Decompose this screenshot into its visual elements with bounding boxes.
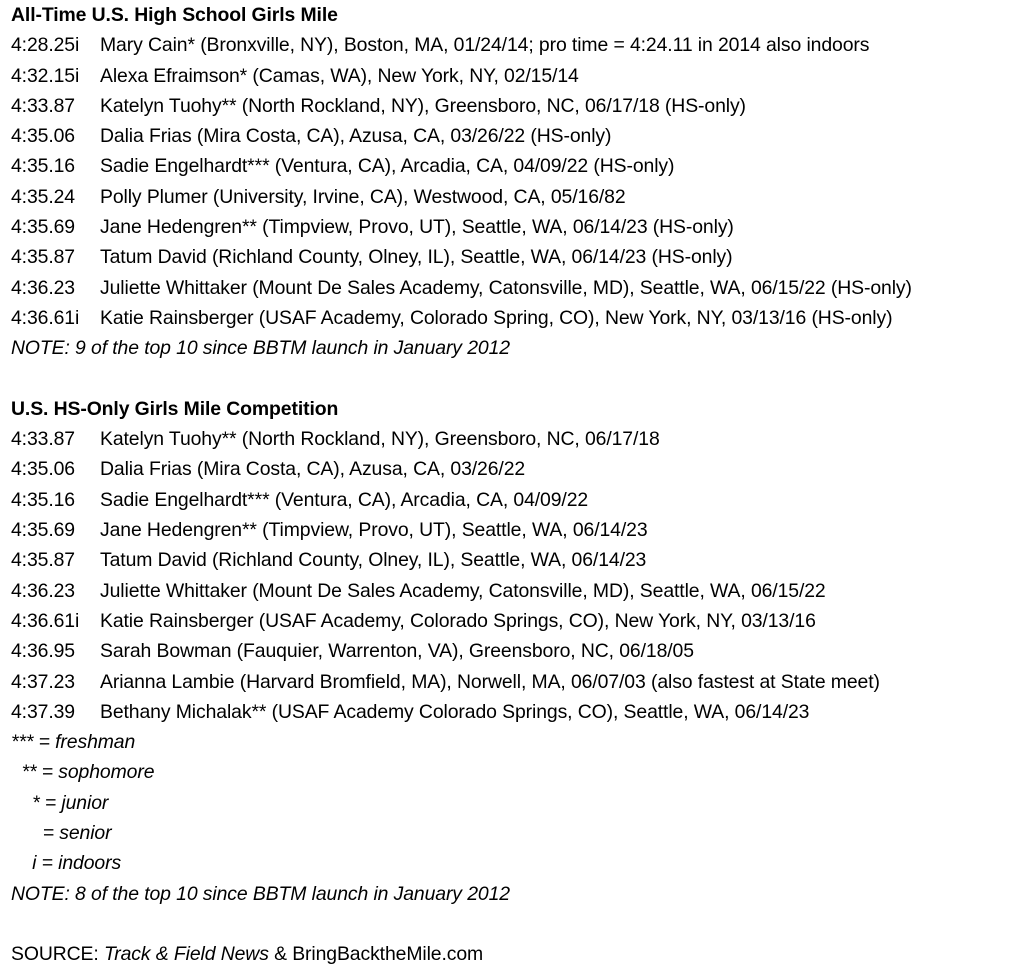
- hs-only-row: [11, 606, 1029, 636]
- mile-time: 4:35.06: [11, 458, 75, 481]
- all-time-row: [11, 182, 1029, 212]
- mile-time: 4:35.69: [11, 519, 75, 542]
- athlete-entry: Jane Hedengren** (Timpview, Provo, UT), Seattle, WA, 06/14/23 (HS-only): [100, 216, 734, 239]
- hs-only-row: [11, 667, 1029, 697]
- legend-meaning: = freshman: [33, 731, 136, 754]
- mile-time: 4:28.25i: [11, 34, 80, 57]
- athlete-entry: Tatum David (Richland County, Olney, IL), Seattle, WA, 06/14/23 (HS-only): [100, 246, 733, 269]
- all-time-row: [11, 61, 1029, 91]
- legend-item: [11, 848, 1029, 878]
- athlete-entry: Arianna Lambie (Harvard Bromfield, MA), Norwell, MA, 06/07/03 (also fastest at State meet): [100, 670, 880, 693]
- athlete-entry: Katie Rainsberger (USAF Academy, Colorado Spring, CO), New York, NY, 03/13/16 (HS-only): [100, 306, 893, 329]
- athlete-entry: Katie Rainsberger (USAF Academy, Colorado Springs, CO), New York, NY, 03/13/16: [100, 609, 816, 632]
- athlete-entry: Alexa Efraimson* (Camas, WA), New York, NY, 02/15/14: [100, 64, 579, 87]
- mile-time: 4:32.15i: [11, 64, 80, 87]
- athlete-entry: Dalia Frias (Mira Costa, CA), Azusa, CA, 03/26/22 (HS-only): [100, 125, 612, 148]
- mile-time: 4:35.69: [11, 216, 75, 239]
- hs-only-row: [11, 576, 1029, 606]
- section1-list: [11, 30, 1029, 333]
- all-time-row: [11, 121, 1029, 151]
- source-suffix: & BringBacktheMile.com: [268, 943, 484, 966]
- athlete-entry: Katelyn Tuohy** (North Rockland, NY), Greensboro, NC, 06/17/18: [100, 428, 660, 451]
- legend-symbol: [11, 818, 37, 848]
- mile-time: 4:35.24: [11, 185, 75, 208]
- hs-only-row: [11, 454, 1029, 484]
- athlete-entry: Dalia Frias (Mira Costa, CA), Azusa, CA, 03/26/22: [100, 458, 526, 481]
- source-prefix: SOURCE:: [11, 943, 104, 966]
- section1-title: All-Time U.S. High School Girls Mile: [11, 4, 338, 26]
- all-time-row: [11, 91, 1029, 121]
- hs-only-row: [11, 424, 1029, 454]
- mile-time: 4:33.87: [11, 428, 75, 451]
- athlete-entry: Mary Cain* (Bronxville, NY), Boston, MA, 01/24/14; pro time = 4:24.11 in 2014 also indoors: [100, 34, 870, 57]
- mile-time: 4:33.87: [11, 94, 75, 117]
- mile-time: 4:35.06: [11, 125, 75, 148]
- mile-time: 4:36.23: [11, 276, 75, 299]
- legend-item: [11, 727, 1029, 757]
- mile-time: 4:35.16: [11, 488, 75, 511]
- all-time-row: [11, 303, 1029, 333]
- athlete-entry: Jane Hedengren** (Timpview, Provo, UT), Seattle, WA, 06/14/23: [100, 519, 648, 542]
- athlete-entry: Juliette Whittaker (Mount De Sales Academy, Catonsville, MD), Seattle, WA, 06/15/22 (HS-only): [100, 276, 912, 299]
- legend-item: [11, 757, 1029, 787]
- legend-meaning: = junior: [39, 791, 109, 814]
- athlete-entry: Sadie Engelhardt*** (Ventura, CA), Arcadia, CA, 04/09/22 (HS-only): [100, 155, 675, 178]
- all-time-row: [11, 273, 1029, 303]
- mile-time: 4:35.87: [11, 549, 75, 572]
- hs-only-row: [11, 697, 1029, 727]
- spacer: [11, 909, 1029, 939]
- source-publication: Track & Field News: [103, 943, 269, 966]
- athlete-entry: Juliette Whittaker (Mount De Sales Academy, Catonsville, MD), Seattle, WA, 06/15/22: [100, 579, 826, 602]
- class-legend: [11, 727, 1029, 878]
- spacer: [11, 364, 1029, 394]
- athlete-entry: Tatum David (Richland County, Olney, IL), Seattle, WA, 06/14/23: [100, 549, 647, 572]
- mile-time: 4:35.16: [11, 155, 75, 178]
- legend-symbol: ***: [11, 731, 34, 754]
- legend-symbol: i: [11, 852, 37, 875]
- legend-meaning: = indoors: [36, 852, 122, 875]
- athlete-entry: Bethany Michalak** (USAF Academy Colorado Springs, CO), Seattle, WA, 06/14/23: [100, 700, 810, 723]
- mile-time: 4:36.23: [11, 579, 75, 602]
- legend-symbol: **: [11, 761, 37, 784]
- all-time-row: [11, 242, 1029, 272]
- hs-only-row: [11, 485, 1029, 515]
- athlete-entry: Katelyn Tuohy** (North Rockland, NY), Greensboro, NC, 06/17/18 (HS-only): [100, 94, 746, 117]
- mile-time: 4:36.95: [11, 640, 75, 663]
- legend-item: [11, 788, 1029, 818]
- section1-note: NOTE: 9 of the top 10 since BBTM launch in January 2012: [11, 337, 510, 360]
- hs-only-row: [11, 636, 1029, 666]
- document: [11, 0, 1029, 970]
- all-time-row: [11, 212, 1029, 242]
- athlete-entry: Sarah Bowman (Fauquier, Warrenton, VA), Greensboro, NC, 06/18/05: [100, 640, 694, 663]
- mile-time: 4:36.61i: [11, 609, 80, 632]
- legend-item: [11, 818, 1029, 848]
- all-time-row: [11, 151, 1029, 181]
- section2-note: NOTE: 8 of the top 10 since BBTM launch in January 2012: [11, 882, 510, 905]
- mile-time: 4:36.61i: [11, 306, 80, 329]
- mile-time: 4:35.87: [11, 246, 75, 269]
- mile-time: 4:37.39: [11, 700, 75, 723]
- athlete-entry: Sadie Engelhardt*** (Ventura, CA), Arcadia, CA, 04/09/22: [100, 488, 589, 511]
- hs-only-row: [11, 545, 1029, 575]
- all-time-row: [11, 30, 1029, 60]
- athlete-entry: Polly Plumer (University, Irvine, CA), Westwood, CA, 05/16/82: [100, 185, 626, 208]
- section2-list: [11, 424, 1029, 727]
- legend-meaning: = senior: [37, 822, 112, 845]
- hs-only-row: [11, 515, 1029, 545]
- legend-meaning: = sophomore: [36, 761, 155, 784]
- legend-symbol: *: [11, 791, 40, 814]
- source-line: [11, 939, 1029, 969]
- section2-title: U.S. HS-Only Girls Mile Competition: [11, 397, 339, 420]
- mile-time: 4:37.23: [11, 670, 75, 693]
